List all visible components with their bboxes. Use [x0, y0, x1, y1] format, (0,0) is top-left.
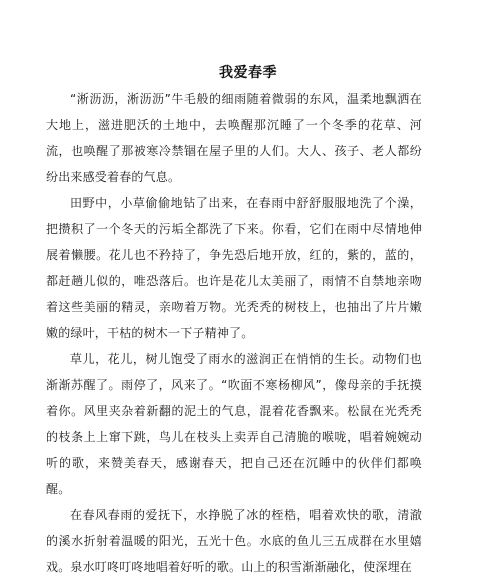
paragraph-4: 在春风春雨的爱抚下，水挣脱了冰的桎梏，唱着欢快的歌，清澈的溪水折射着温暖的阳光，五光十色。水底的鱼儿三五成群在水里嬉戏。泉水叮咚叮咚地唱着好听的歌。山上的积雪渐渐融化，使深埋在: [46, 508, 422, 574]
paragraph-3: 草儿，花儿，树儿饱受了雨水的滋润正在悄悄的生长。动物们也渐渐苏醒了。雨停了，风来了。“吹面不寒杨柳风”，像母亲的手抚摸着你。风里夹杂着新翻的泥土的气息，混着花香飘来。松鼠在光秃秃的枝条上上窜下跳，鸟儿在枝头上卖弄自己清脆的喉咙，唱着婉婉动听的歌，来赞美春天，感谢春天，把自己还在沉睡中的伙伴们都唤醒。: [46, 352, 422, 496]
paragraph-1: “淅沥沥，淅沥沥”牛毛般的细雨随着微弱的东风，温柔地飘洒在大地上，滋进肥沃的土地中，去唤醒那沉睡了一个冬季的花草、河流，也唤醒了那被寒冷禁锢在屋子里的人们。大人、孩子、老人都纷纷出来感受着春的气息。: [46, 92, 422, 184]
document-body: [46, 86, 422, 580]
paragraph-2: 田野中，小草偷偷地钻了出来，在春雨中舒舒服服地洗了个澡，把攒积了一个冬天的污垢全都洗了下来。你看，它们在雨中尽情地伸展着懒腰。花儿也不矜持了，争先恐后地开放，红的，紫的，蓝的，都赶趟儿似的，唯恐落后。也许是花儿太美丽了，雨情不自禁地亲吻着这些美丽的精灵，亲吻着万物。光秃秃的树枝上，也抽出了片片嫩嫩的绿叶，干枯的树木一下子精神了。: [46, 196, 422, 340]
document-title: 我爱春季: [219, 65, 277, 81]
